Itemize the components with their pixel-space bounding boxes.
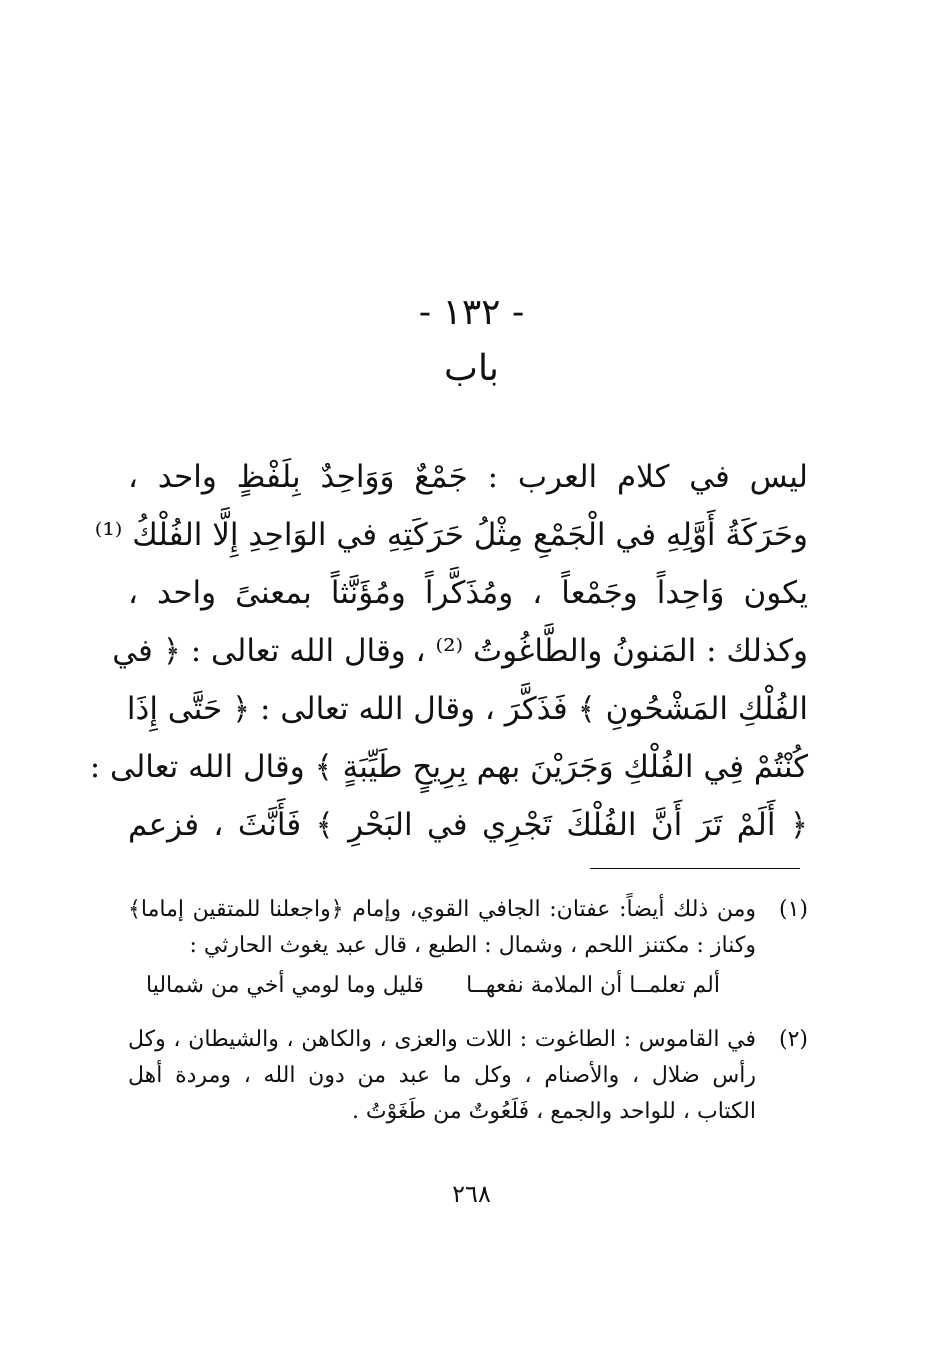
footnote-line: رأس ضلال ، والأصنام ، وكل ما عبد من دون الله ، ومردة أهل [128, 1063, 756, 1088]
footnote-line: وكناز : مكتنز اللحم ، وشمال : الطبع ، قال عبد يغوث الحارثي : [189, 933, 756, 958]
page-number: ٢٦٨ [452, 1180, 491, 1208]
main-text [89, 448, 808, 854]
text-line: وحَرَكَةُ أَوَّلِهِ في الْجَمْعِ مِثْلُ حَرَكَتِهِ في الوَاحِدِ إِلَّا الفُلْكُ ⁽¹⁾ [94, 517, 808, 553]
footnote-line: الكتاب ، للواحد والجمع ، فَلَعُوتٌ من طَغَوْتُ . [351, 1099, 756, 1124]
text-line: يكون وَاحِداً وجَمْعاً ، ومُذَكَّراً ومُؤَنَّثاً بمعنىً واحد ، [128, 575, 808, 611]
verse-second-hemistich: قليل وما لومي أخي من شماليا [146, 973, 424, 998]
footnote-number: (١) [778, 897, 808, 922]
text-line: وكذلك : المَنونُ والطَّاغُوتُ ⁽²⁾ ، وقال الله تعالى : ﴿ في [112, 633, 808, 669]
footnote-2 [128, 1022, 808, 1130]
footnote-1 [128, 892, 808, 1008]
verse-first-hemistich: ألم تعلمــا أن الملامة نفعهــا [466, 973, 720, 998]
footnotes [128, 892, 808, 1130]
footnote-number: (٢) [778, 1027, 808, 1052]
poetry-verse [128, 964, 756, 1008]
chapter-title: باب [444, 348, 499, 389]
section-number: - ١٣٢ - [418, 292, 525, 333]
text-line: ليس في كلام العرب : جَمْعٌ وَوَاحِدٌ بِلَفْظٍ واحد ، [128, 459, 808, 495]
footnote-line: ومن ذلك أيضاً: عفتان: الجافي القوي، وإمام ﴿واجعلنا للمتقين إماما﴾ [128, 897, 756, 922]
text-line: ﴿ أَلَمْ تَرَ أَنَّ الفُلْكَ تَجْرِي في البَحْرِ ﴾ فَأَنَّثَ ، فزعم [128, 807, 808, 843]
text-line: كُنْتُمْ فِي الفُلْكِ وَجَرَيْنَ بهم بِرِيحٍ طَيِّبَةٍ ﴾ وقال الله تعالى : [89, 749, 808, 785]
text-line: الفُلْكِ المَشْحُونِ ﴾ فَذَكَّرَ ، وقال الله تعالى : ﴿ حَتَّى إِذَا [126, 691, 808, 727]
footnote-separator [590, 868, 800, 869]
footnote-line: في القاموس : الطاغوت : اللات والعزى ، والكاهن ، والشيطان ، وكل [128, 1027, 756, 1052]
